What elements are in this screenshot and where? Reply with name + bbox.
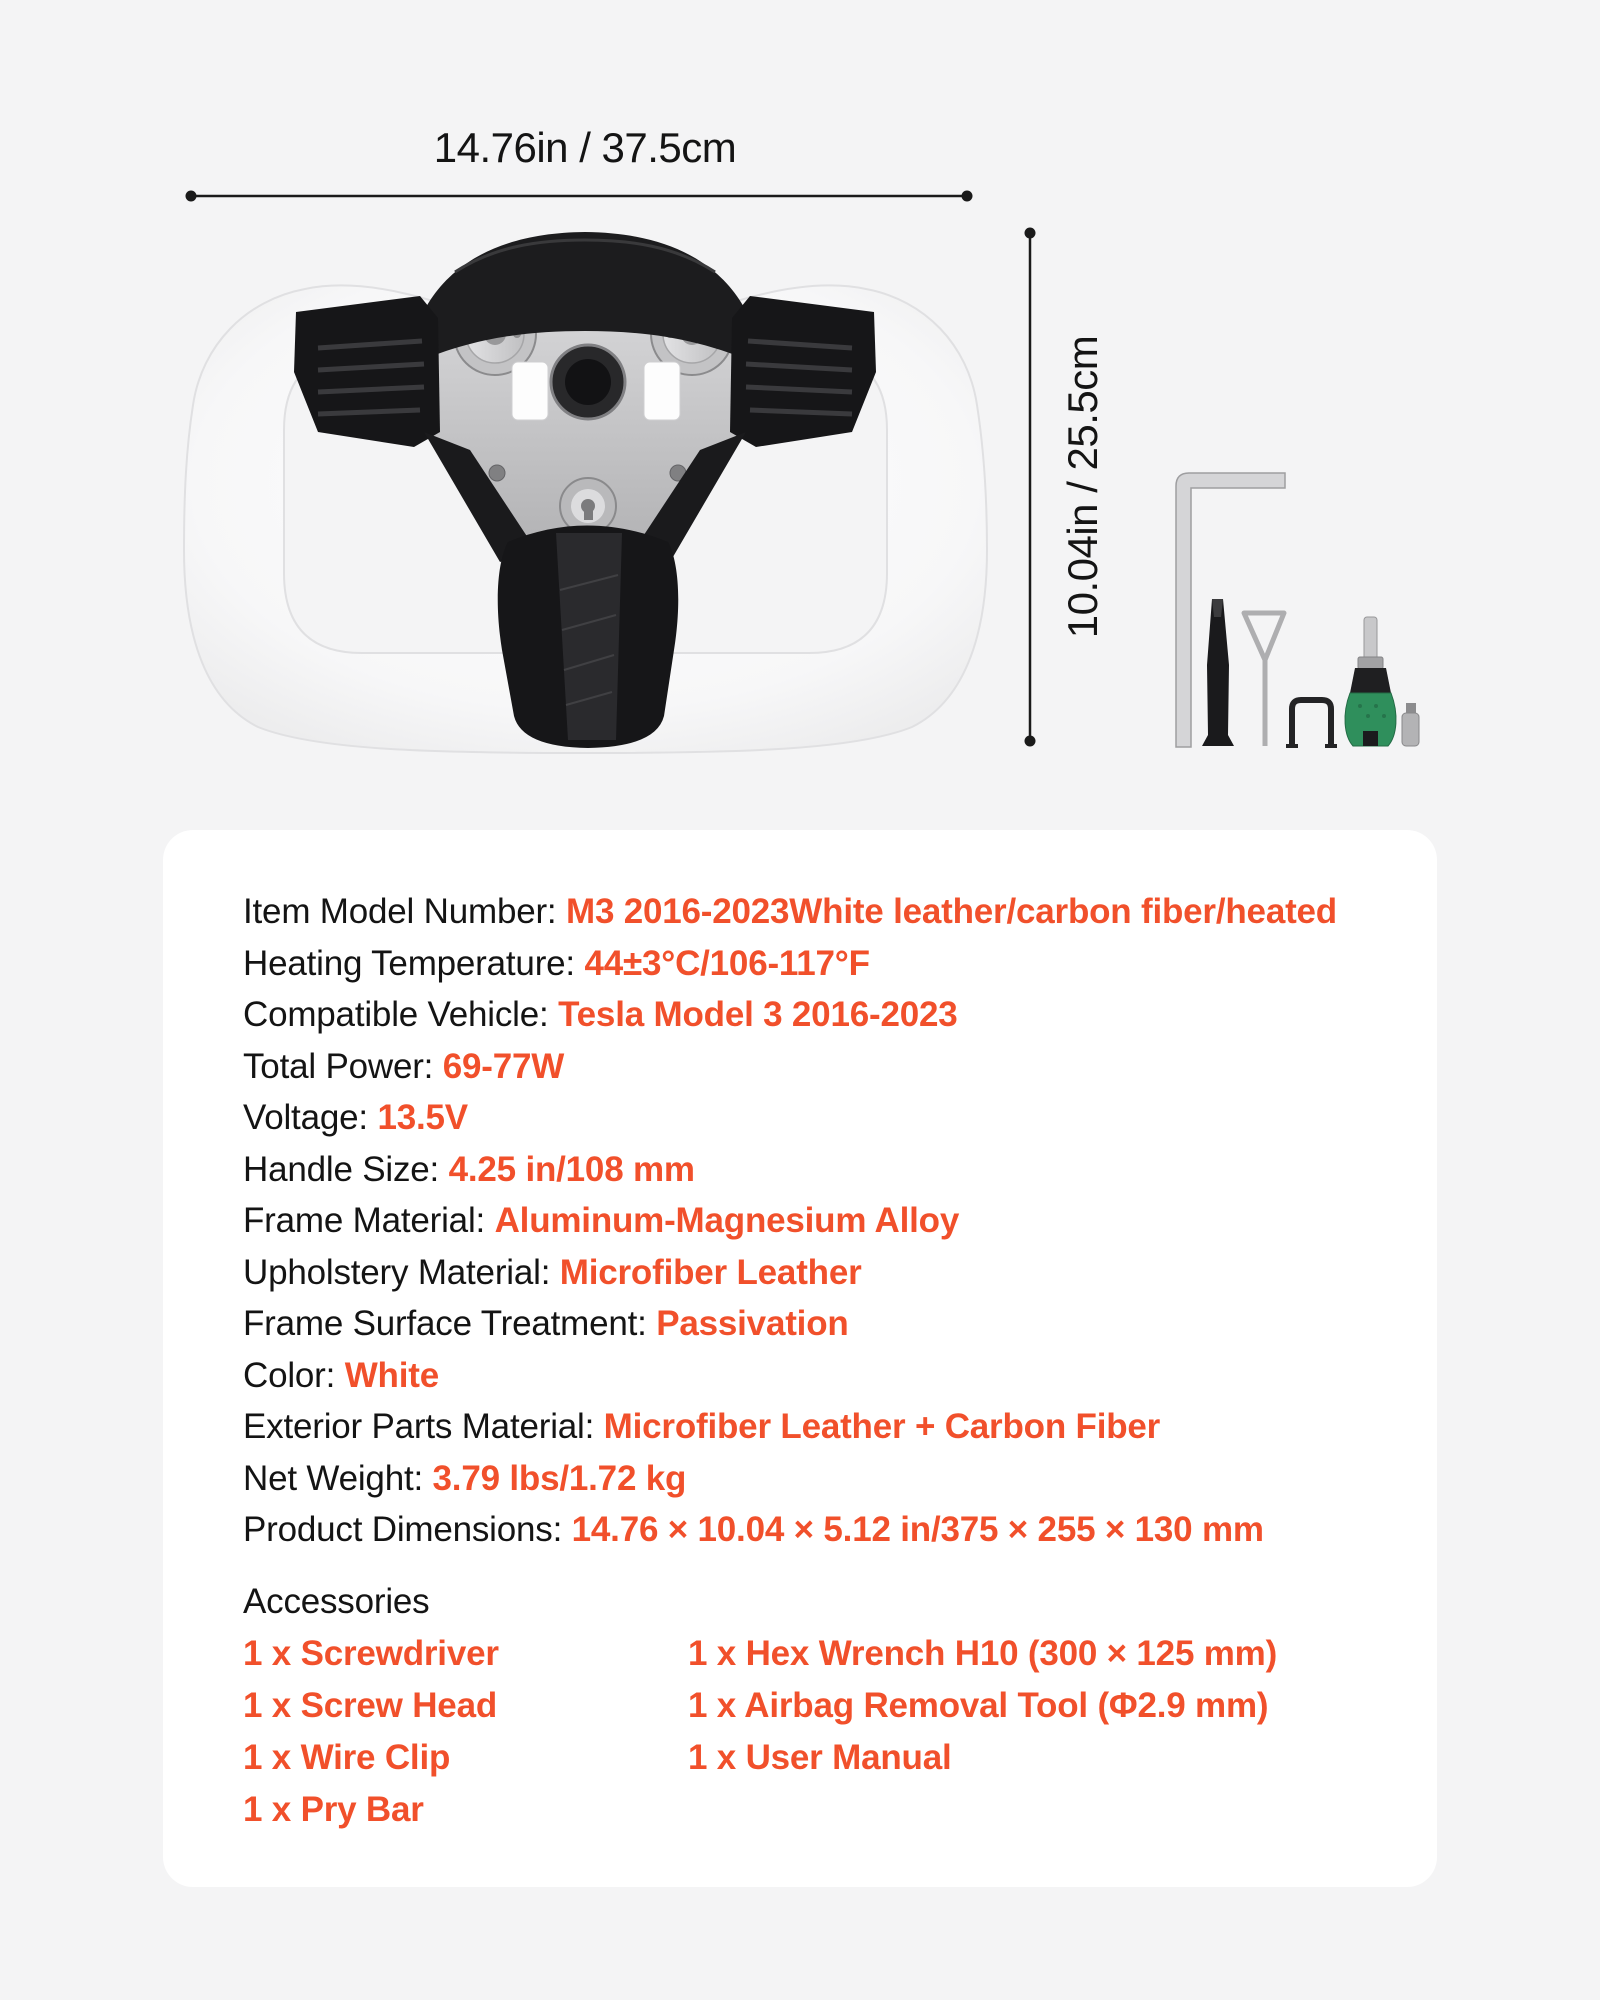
spec-label: Net Weight: <box>243 1458 424 1498</box>
accessory-item-pry-bar: 1 x Pry Bar <box>243 1789 424 1829</box>
wire-clip-icon <box>1286 700 1337 746</box>
spec-label: Exterior Parts Material: <box>243 1407 595 1446</box>
spec-value: Microfiber Leather + Carbon Fiber <box>603 1407 1161 1446</box>
accessories-list <box>243 1628 1397 1836</box>
height-dimension-label: 10.04in / 25.5cm <box>1059 335 1106 639</box>
spec-value: 44±3°C/106-117°F <box>584 943 870 983</box>
spec-card <box>163 830 1437 1887</box>
width-dimension-line <box>186 191 973 202</box>
screw-head-bit-icon <box>1402 703 1419 746</box>
spec-value: Passivation <box>656 1304 849 1343</box>
spec-label: Compatible Vehicle: <box>243 995 549 1034</box>
spec-label: Heating Temperature: <box>243 943 575 983</box>
accessory-item-screwdriver: 1 x Screwdriver <box>243 1633 499 1673</box>
accessory-item-airbag-removal-tool: 1 x Airbag Removal Tool (Φ2.9 mm) <box>688 1685 1269 1725</box>
accessory-item-screw-head: 1 x Screw Head <box>243 1685 498 1725</box>
spec-label: Voltage: <box>243 1098 368 1137</box>
connector-cutout-left <box>512 362 548 420</box>
spec-label: Item Model Number: <box>243 892 557 931</box>
spec-label: Upholstery Material: <box>243 1252 551 1292</box>
spec-label: Frame Material: <box>243 1201 486 1240</box>
spec-value: Microfiber Leather <box>559 1252 862 1292</box>
spec-value: 3.79 lbs/1.72 kg <box>432 1458 687 1498</box>
spec-label: Handle Size: <box>243 1149 440 1189</box>
accessory-tools <box>1176 473 1419 747</box>
connector-cutout-right <box>644 362 680 420</box>
screwdriver-icon <box>1345 617 1396 746</box>
center-shaft-hole-inner <box>565 359 611 405</box>
product-scene <box>0 0 1600 830</box>
spec-label: Product Dimensions: <box>243 1510 563 1549</box>
spec-row-voltage <box>243 1092 1397 1144</box>
spec-row-frame-material <box>243 1195 1397 1247</box>
spec-row-net-weight <box>243 1453 1397 1505</box>
spec-row-heating-temperature <box>243 938 1397 990</box>
spec-value: 69-77W <box>442 1046 565 1086</box>
spec-value: 13.5V <box>377 1098 468 1137</box>
width-dimension-label: 14.76in / 37.5cm <box>433 124 737 171</box>
spec-value: Tesla Model 3 2016-2023 <box>558 995 958 1034</box>
spoke-block-left <box>294 296 440 447</box>
spec-row-item-model-number <box>243 886 1397 938</box>
spec-value: 4.25 in/108 mm <box>448 1149 695 1189</box>
spec-row-compatible-vehicle <box>243 989 1397 1041</box>
center-column <box>498 526 679 749</box>
spec-row-handle-size <box>243 1144 1397 1196</box>
spec-row-total-power <box>243 1041 1397 1093</box>
spec-value: 14.76 × 10.04 × 5.12 in/375 × 255 × 130 mm <box>571 1510 1264 1549</box>
spec-value: Aluminum-Magnesium Alloy <box>494 1201 960 1240</box>
spec-label: Total Power: <box>243 1046 434 1086</box>
spec-value: White <box>344 1355 439 1395</box>
spec-row-upholstery-material <box>243 1247 1397 1299</box>
spec-value: M3 2016-2023White leather/carbon fiber/heated <box>565 892 1337 931</box>
accessory-item-wire-clip: 1 x Wire Clip <box>243 1737 451 1777</box>
accessories-title: Accessories <box>243 1581 430 1621</box>
steering-wheel-image <box>184 232 987 753</box>
accessory-item-user-manual: 1 x User Manual <box>688 1737 952 1777</box>
spec-row-exterior-parts-material <box>243 1401 1397 1453</box>
spec-label: Frame Surface Treatment: <box>243 1304 647 1343</box>
pry-bar-icon <box>1202 599 1234 746</box>
height-dimension-line <box>1025 228 1036 747</box>
screw-left <box>489 465 505 481</box>
accessory-item-hex-wrench: 1 x Hex Wrench H10 (300 × 125 mm) <box>688 1633 1278 1673</box>
spec-row-color <box>243 1350 1397 1402</box>
spec-row-frame-surface-treatment <box>243 1298 1397 1350</box>
spoke-block-right <box>730 296 876 447</box>
spec-row-product-dimensions <box>243 1504 1397 1556</box>
spec-label: Color: <box>243 1355 336 1395</box>
airbag-removal-tool-icon <box>1244 613 1284 746</box>
hex-wrench-icon <box>1176 473 1285 747</box>
accessory-item-empty <box>688 1784 1397 1836</box>
